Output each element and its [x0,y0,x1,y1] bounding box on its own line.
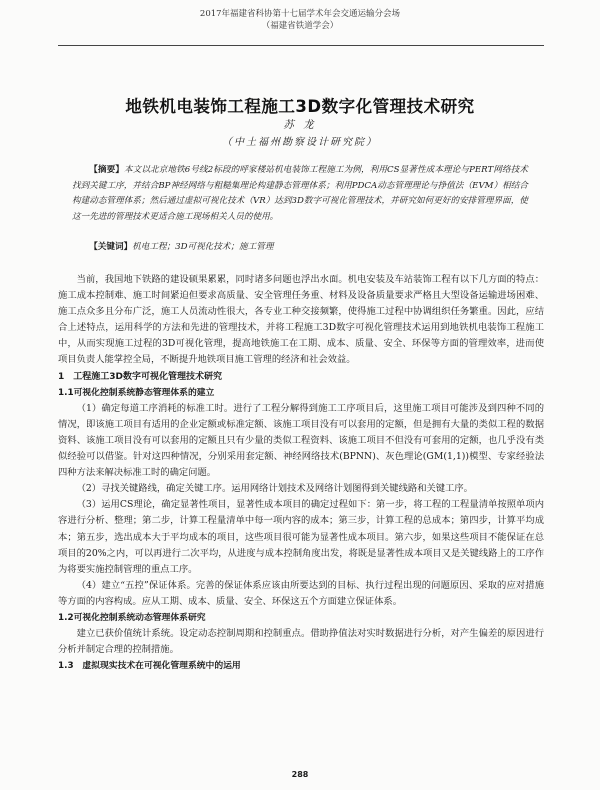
body-paragraph-earned-value: 建立已获价值统计系统。设定动态控制周期和控制重点。借助挣值法对实时数据进行分析，对产生偏差的原因进行分析并制定合理的控制措施。 [58,628,544,656]
subsection-heading-1-1: 1.1可视化控制系统静态管理体系的建立 [58,387,215,398]
subsection-heading-1-3: 1.3 虚拟现实技术在可视化管理系统中的运用 [58,661,241,672]
running-header-society: （福建省铁道学会） [261,21,339,31]
paper-title: 地铁机电装饰工程施工3D数字化管理技术研究 [125,97,475,116]
author-affiliation: （中土福州勘察设计研究院） [222,137,378,148]
header-rule [58,45,544,46]
body-paragraph-standard-hours: （1）确定每道工序消耗的标准工时。进行了工程分解得到施工工序项目后，这里施工项目可能涉及到四种不同的情况，即该施工项目有适用的企业定额或标准定额、该施工项目没有可以套用的定额，但是拥有大量的类似工程的数据资料、该施工项目没有可以套用的定额且只有少量的类似工程资料、该施工项目不但没有可套用的定额，也几乎没有类似经验可以借鉴。针对这四种情况，分别采用套定额、神经网络技术(BPNN)、灰色理论(GM(1,1))模型、专家经验法四种方法来解决标准工时的确定问题。 [58,402,544,479]
body-paragraph-critical-path: （2）寻找关键路线，确定关键工序。运用网络计划技术及网络计划图得到关键线路和关键工序。 [76,483,473,495]
abstract [72,163,528,225]
body-paragraph-five-controls: （4）建立“五控”保证体系。完善的保证体系应该由所要达到的目标、执行过程出现的问题原因、采取的应对措施等方面的内容构成。应从工期、成本、质量、安全、环保这五个方面建立保证体系。 [58,579,544,607]
body-paragraph-intro: 当前，我国地下铁路的建设硕果累累，同时诸多问题也浮出水面。机电安装及车站装饰工程有以下几方面的特点：施工成本控制难、施工时间紧迫但要求高质量、安全管理任务重、材料及设备质量要求严格且大型设备运输进场困难、施工点众多且分布广泛，施工人员流动性很大，各专业工种交接频繁，使得施工过程中协调组织任务繁重。因此，应结合上述特点，运用科学的方法和先进的管理技术，并将工程施工3D数字可视化管理技术运用到地铁机电装饰工程施工中，从而实现施工过程的3D可视化管理，提高地铁施工在工期、成本、质量、安全、环保等方面的管理效率，进而使项目负责人能掌控全局，不断提升地铁项目施工管理的经济和社会效益。 [58,274,544,366]
section-heading-1: 1 工程施工3D数字可视化管理技术研究 [58,371,222,382]
author-name: 苏 龙 [283,119,317,131]
body-paragraph-cs-theory: （3）运用CS理论，确定显著性项目，显著性成本项目的确定过程如下：第一步，将工程的工程量清单按照单项内容进行分析、整理；第二步，计算工程量清单中每一项内容的成本；第三步，计算工程的总成本；第四步，计算平均成本；第五步，选出成本大于平均成本的项目，这些项目很可能为显著性成本项目。第六步，如果这些项目不能保证在总项目的20%之内，可以再进行二次平均，从进度与成本控制角度出发，将既是显著性成本项目又是关键线路上的工序作为将要实施控制管理的重点工序。 [58,499,544,575]
abstract-text: 本文以北京地铁6号线2标段的呼家楼站机电装饰工程施工为例，利用CS显著性成本理论与PERT网络技术找到关键工序，并结合BP神经网络与粗糙集理论构建静态管理体系；利用PDCA动态管理理论与挣值法（EVM）相结合构建动态管理体系；然后通过虚拟可视化技术（VR）达到3D数字可视化管理技术，并研究如何更好的安排管理界面，使这一先进的管理技术更适合施工现场相关人员的使用。 [72,165,528,222]
running-header-conference: 2017年福建省科协第十七届学术年会交通运输分会场 [199,9,401,19]
keywords-text: 机电工程；3D可视化技术；施工管理 [132,242,274,252]
keywords-label: 【关键词】 [89,242,133,252]
abstract-label: 【摘要】 [89,165,124,175]
keywords [72,240,528,256]
body-text [58,272,544,674]
subsection-heading-1-2: 1.2可视化控制系统动态管理体系研究 [58,612,206,623]
page-number: 288 [291,770,309,779]
